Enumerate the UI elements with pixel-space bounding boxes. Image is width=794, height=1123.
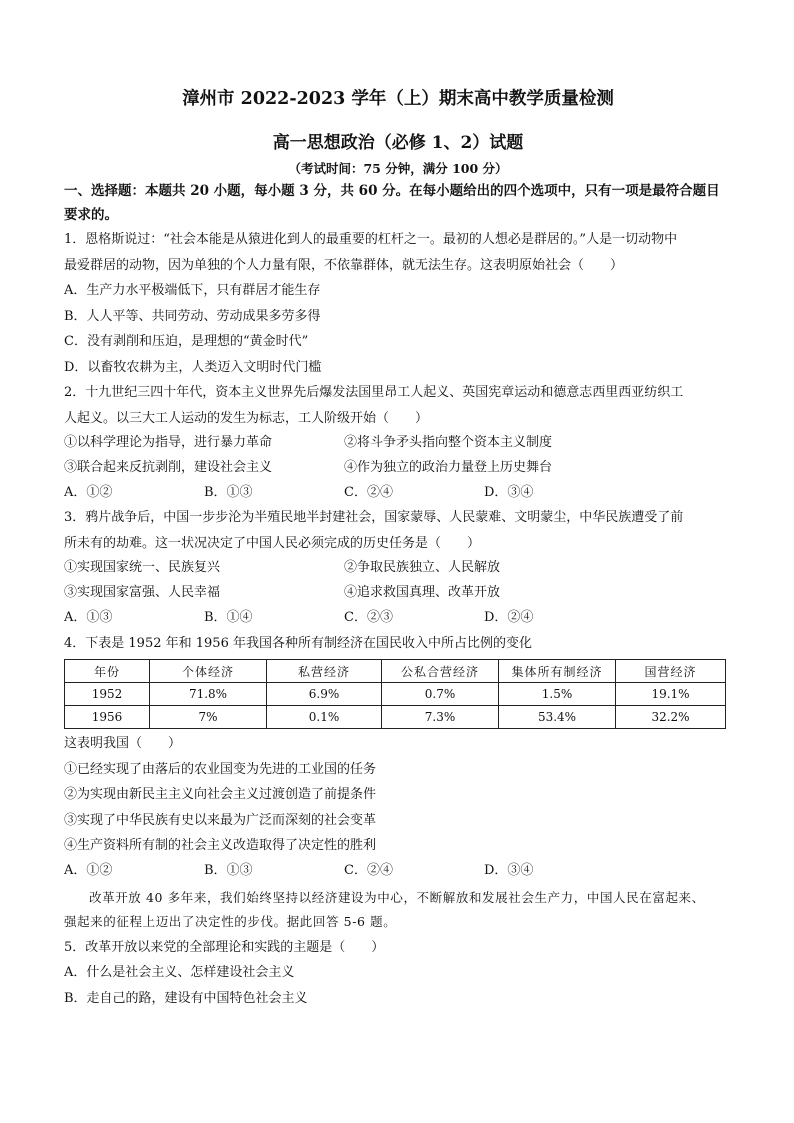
table-cell: 1.5% [499,683,616,706]
option-d: D．③④ [484,862,534,878]
table-cell: 6.9% [267,683,382,706]
ownership-table [64,659,726,729]
table-cell: 1952 [65,683,150,706]
statement-row [64,556,732,581]
option-a: A．①② [64,862,113,878]
options-row [64,859,732,884]
table-header-cell: 个体经济 [150,660,267,683]
statement-row [64,456,732,481]
table-header-cell: 公私合营经济 [382,660,499,683]
statement-item: ①已经实现了由落后的农业国变为先进的工业国的任务 [64,761,377,777]
question-stem-line: 2．十九世纪三四十年代，资本主义世界先后爆发法国里昂工人起义、英国宪章运动和德意志西里西亚纺织工 [64,385,684,400]
material-line: 强起来的征程上迈出了决定性的步伐。据此回答 5-6 题。 [64,914,397,930]
option-d: D．③④ [484,484,534,500]
table-header-cell: 年份 [65,660,150,683]
statement-item: ③实现国家富强、人民幸福 [64,585,221,601]
table-cell: 71.8% [150,683,267,706]
question-2 [64,380,732,505]
table-cell: 0.7% [382,683,499,706]
table-cell: 7% [150,706,267,729]
statement-item: ③实现了中华民族有史以来最为广泛而深刻的社会变革 [64,812,377,828]
option-c: C．没有剥削和压迫，是理想的“黄金时代” [64,334,309,349]
statement-item: ④作为独立的政治力量登上历史舞台 [344,459,553,475]
question-stem-line: 5．改革开放以来党的全部理论和实践的主题是（ ） [64,939,385,955]
exam-info: （考试时间：75 分钟，满分 100 分） [288,161,508,176]
question-3 [64,505,732,630]
option-d: D．②④ [484,609,534,625]
statement-item: ②争取民族独立、人民解放 [344,560,501,576]
question-stem-line: 所未有的劫难。这一状况决定了中国人民必须完成的历史任务是（ ） [64,535,481,551]
table-header-cell: 私营经济 [267,660,382,683]
option-b: B．①④ [204,609,253,625]
table-cell: 1956 [65,706,150,729]
section-heading-line: 一、选择题：本题共 20 小题，每小题 3 分，共 60 分。在每小题给出的四个选项中，只有一项是最符合题目 [64,183,720,199]
statement-item: ②为实现由新民主主义向社会主义过渡创造了前提条件 [64,787,377,803]
table-row [65,706,726,729]
table-cell: 19.1% [616,683,726,706]
reading-material [64,886,732,935]
table-header-cell: 集体所有制经济 [499,660,616,683]
question-stem-line: 最爱群居的动物，因为单独的个人力量有限，不依靠群体，就无法生存。这表明原始社会（ ） [64,257,624,273]
question-stem-line: 这表明我国（ ） [64,736,182,752]
table-cell: 0.1% [267,706,382,729]
exam-subtitle: 高一思想政治（必修 1、2）试题 [272,133,524,153]
option-a: A．①② [64,484,113,500]
option-b: B．①③ [204,484,253,500]
option-a: A．①③ [64,609,113,625]
options-row [64,606,732,631]
option-c: C．②④ [344,484,393,500]
question-stem-line: 3．鸦片战争后，中国一步步沦为半殖民地半封建社会，国家蒙辱、人民蒙难、文明蒙尘，中华民族遭受了前 [64,510,684,526]
question-stem-line: 1．恩格斯说过：“社会本能是从猿进化到人的最重要的杠杆之一。最初的人想必是群居的。”人是一切动物中 [64,232,678,247]
option-c: C．②③ [344,609,393,625]
statement-item: ④生产资料所有制的社会主义改造取得了决定性的胜利 [64,838,377,854]
section-heading [64,179,732,227]
statement-row [64,581,732,606]
option-a: A．什么是社会主义、怎样建设社会主义 [64,965,295,981]
section-heading-line: 要求的。 [64,207,118,223]
exam-title: 漳州市 2022-2023 学年（上）期末高中教学质量检测 [182,89,614,109]
option-a: A．生产力水平极端低下，只有群居才能生存 [64,283,321,298]
table-header-cell: 国营经济 [616,660,726,683]
question-stem-line: 人起义。以三大工人运动的发生为标志，工人阶级开始（ ） [64,410,429,426]
statement-item: ①实现国家统一、民族复兴 [64,560,221,576]
table-header-row [65,660,726,683]
question-4 [64,631,732,884]
option-b: B．走自己的路，建设有中国特色社会主义 [64,990,308,1006]
option-b: B．人人平等、共同劳动、劳动成果多劳多得 [64,308,321,324]
statement-item: ④追求救国真理、改革开放 [344,585,501,601]
table-cell: 32.2% [616,706,726,729]
table-row [65,683,726,706]
options-row [64,481,732,506]
statement-row [64,431,732,456]
table-cell: 53.4% [499,706,616,729]
option-d: D．以畜牧农耕为主，人类迈入文明时代门槛 [64,359,322,375]
option-c: C．②④ [344,862,393,878]
question-stem-line: 4．下表是 1952 年和 1956 年我国各种所有制经济在国民收入中所占比例的变化 [64,635,532,651]
question-1 [64,227,732,380]
statement-item: ①以科学理论为指导，进行暴力革命 [64,435,273,450]
statement-item: ③联合起来反抗剥削，建设社会主义 [64,459,273,475]
material-line: 改革开放 40 多年来，我们始终坚持以经济建设为中心，不断解放和发展社会生产力，中国人民在富起来、 [89,889,705,905]
option-b: B．①③ [204,862,253,878]
statement-item: ②将斗争矛头指向整个资本主义制度 [344,435,553,450]
table-cell: 7.3% [382,706,499,729]
question-5 [64,935,732,1012]
